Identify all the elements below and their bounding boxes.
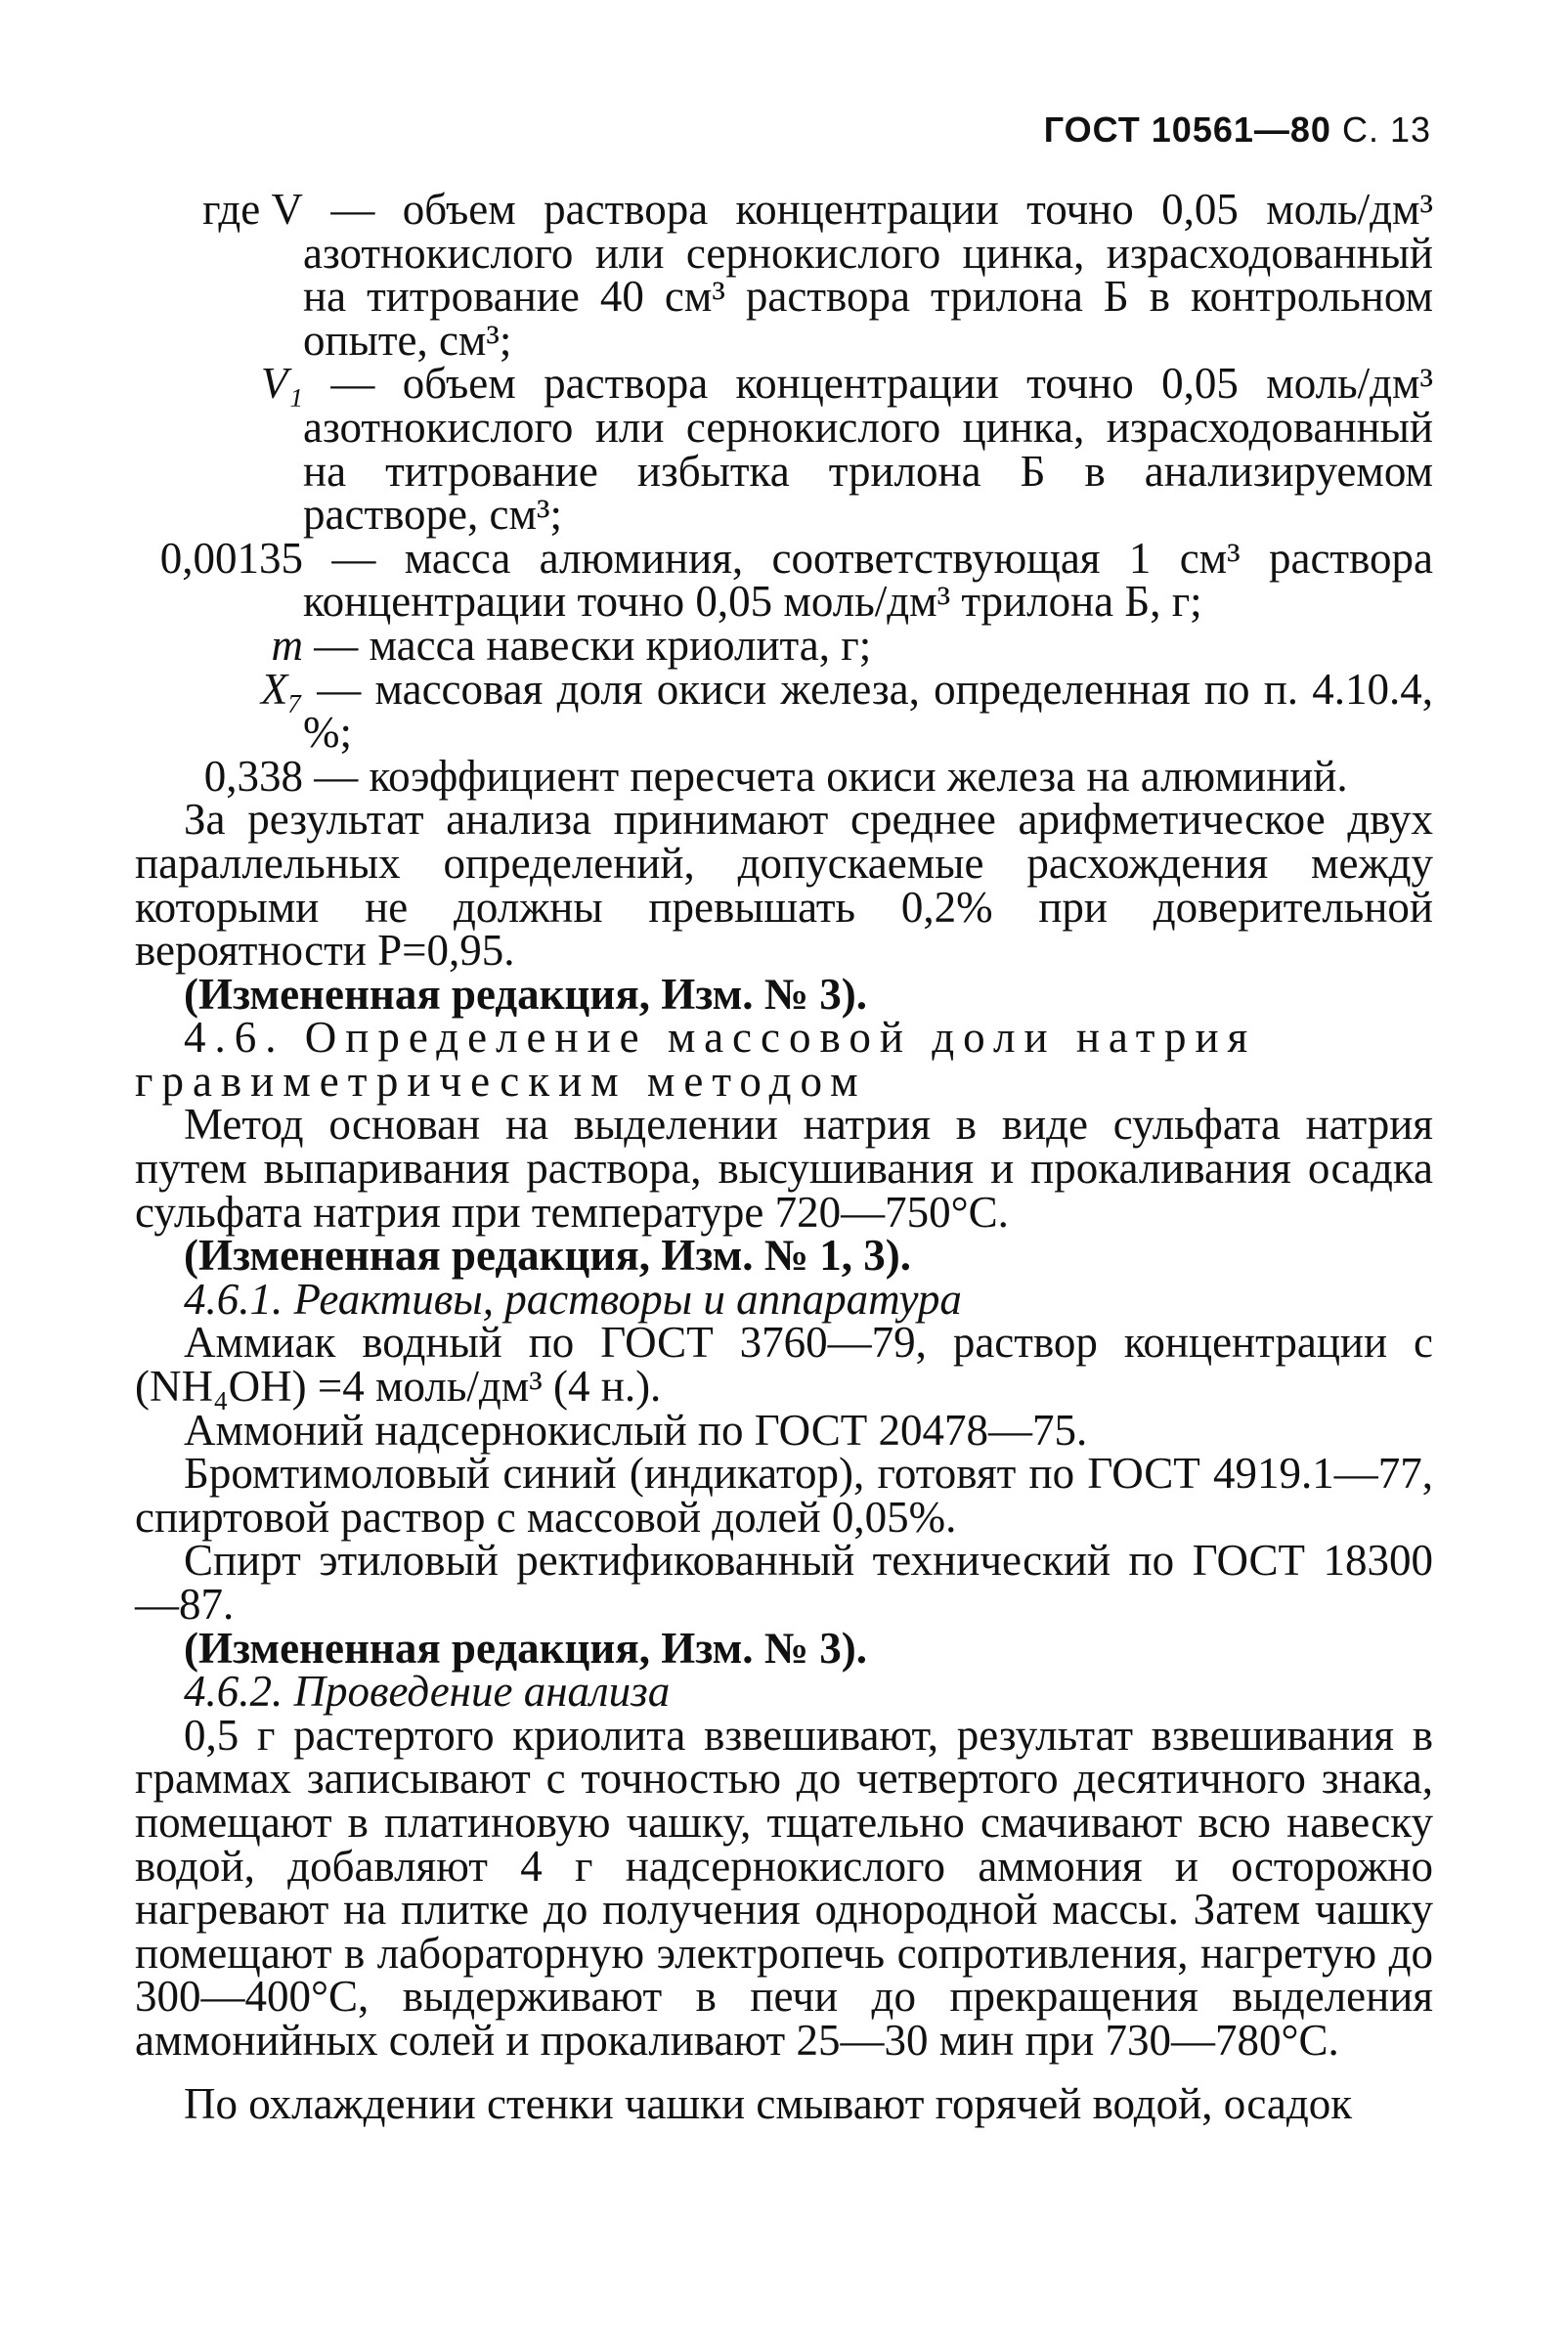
definition-symbol: V₁	[260, 359, 303, 409]
method-paragraph: Метод основан на выделении натрия в виде сульфата натрия путем выпаривания раствора, высушивания и прокаливания осадка сульфата натрия при температуре 720—750°С.	[135, 1100, 1433, 1237]
definition-symbol: 0,338	[203, 751, 303, 801]
definition-text: — массовая доля окиси железа, определенная по п. 4.10.4, %;	[303, 664, 1433, 758]
page-number: С. 13	[1341, 109, 1431, 150]
analysis-paragraph: 0,5 г растертого криолита взвешивают, результат взвешивания в граммах записывают с точностью до четвертого десятичного знака, помещают в платиновую чашку, тщательно смачивают всю навеску водой, добавляют 4 г надсернокислого аммония и осторожно нагревают на плитке до получения однородной массы. Затем чашку помещают в лабораторную электропечь сопротивления, нагретую до 300—400°С, выдерживают в печи до прекращения выделения аммонийных солей и прокаливают 25—30 мин при 730—780°С.	[135, 1710, 1433, 2065]
definition-text: — коэффициент пересчета окиси железа на алюминий.	[303, 751, 1348, 801]
definition-symbol: X₇	[260, 664, 303, 714]
definition-text: — объем раствора концентрации точно 0,05 моль/дм³ азотнокислого или сернокислого цинка, израсходованный на титрование 40 см³ раствора трилона Б в контрольном опыте, см³;	[303, 185, 1434, 365]
reagent-item: Спирт этиловый ректификованный технический по ГОСТ 18300—87.	[135, 1536, 1433, 1629]
reagent-item: Аммиак водный по ГОСТ 3760—79, раствор концентрации c (NH₄OH) =4 моль/дм³ (4 н.).	[135, 1318, 1433, 1412]
result-paragraph: За результат анализа принимают среднее арифметическое двух параллельных определений, допускаемые расхождения между которыми не должны превышать 0,2% при доверительной вероятности P=0,95.	[135, 795, 1433, 976]
body-text	[135, 185, 1434, 2128]
definition-symbol: где V	[202, 185, 303, 234]
section-heading-4-6: 4.6. Определение массовой доли натрия гравиметрическим методом	[135, 1013, 1257, 1106]
definition-list	[135, 185, 1434, 801]
reagent-item: Аммоний надсернокислый по ГОСТ 20478—75.	[184, 1405, 1088, 1455]
definition-text: — объем раствора концентрации точно 0,05 моль/дм³ азотнокислого или сернокислого цинка, израсходованный на титрование избытка трилона Б в анализируемом растворе, см³;	[303, 359, 1434, 540]
definition-symbol: 0,00135	[159, 533, 303, 583]
standard-number: ГОСТ 10561—80	[1043, 109, 1331, 150]
cooling-paragraph: По охлаждении стенки чашки смывают горячей водой, осадок	[184, 2078, 1353, 2128]
edit-note: (Измененная редакция, Изм. № 1, 3).	[184, 1231, 912, 1281]
definition-symbol: m	[271, 620, 303, 670]
page-header	[1044, 109, 1431, 151]
reagent-item: Бромтимоловый синий (индикатор), готовят по ГОСТ 4919.1—77, спиртовой раствор с массовой долей 0,05%.	[135, 1449, 1433, 1542]
edit-note: (Измененная редакция, Изм. № 3).	[184, 1623, 868, 1673]
definition-text: — масса алюминия, соответствующая 1 см³ раствора концентрации точно 0,05 моль/дм³ трилона Б, г;	[303, 533, 1433, 627]
section-heading-4-6-1: 4.6.1. Реактивы, растворы и аппаратура	[184, 1274, 962, 1324]
edit-note: (Измененная редакция, Изм. № 3).	[184, 969, 868, 1019]
definition-text: — масса навески криолита, г;	[303, 620, 872, 670]
section-heading-4-6-2: 4.6.2. Проведение анализа	[184, 1667, 671, 1717]
